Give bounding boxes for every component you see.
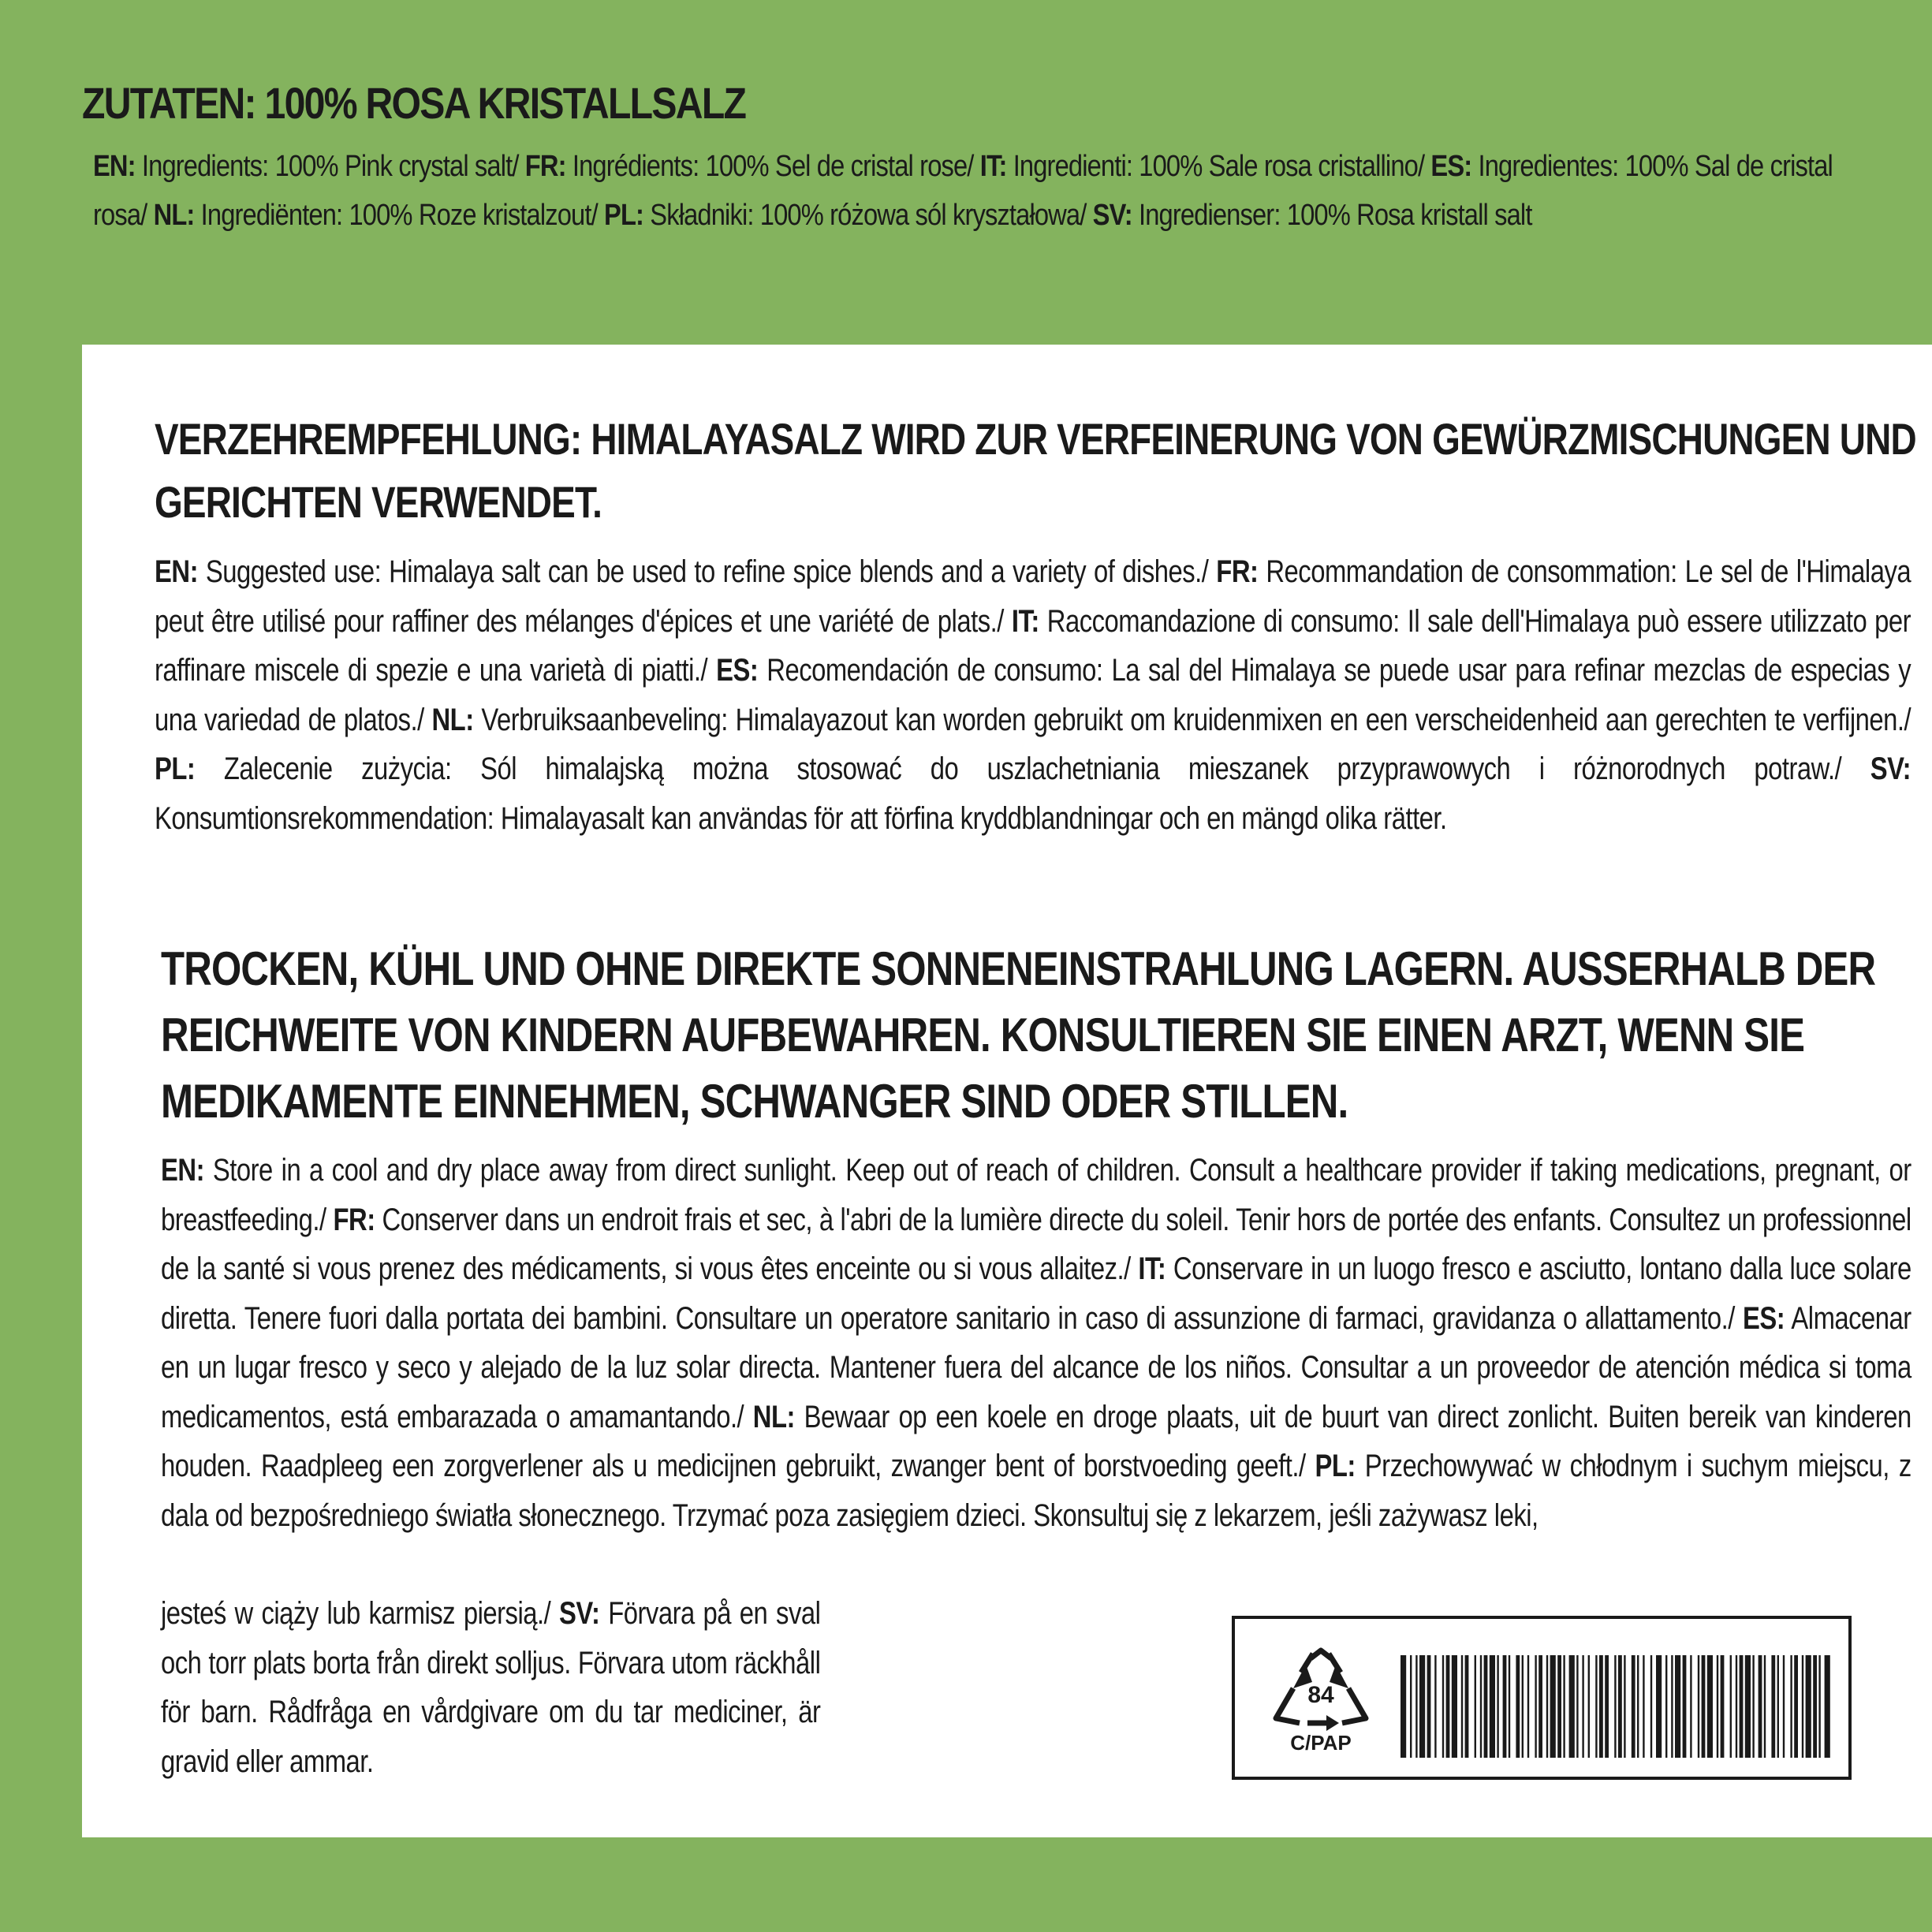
barcode-bar <box>1650 1655 1652 1758</box>
translation-text: Ingredients: 100% Pink crystal salt/ <box>135 150 525 183</box>
language-code: NL: <box>153 199 195 232</box>
barcode-bar <box>1401 1655 1406 1758</box>
barcode-bar <box>1452 1655 1457 1758</box>
barcode-icon <box>1401 1655 1830 1758</box>
storage-translations-continued <box>161 1589 820 1786</box>
barcode-bar <box>1717 1655 1718 1758</box>
barcode-bar <box>1643 1655 1644 1758</box>
translation-text: Ingrédients: 100% Sel de cristal rose/ <box>565 150 980 183</box>
language-code: EN: <box>161 1153 205 1188</box>
translation-text: Förvara på en sval och torr plats borta från direkt solljus. Förvara utom räckhåll för barn. Rådfråga en vårdgivare om du tar mediciner, är gravid eller ammar. <box>161 1596 821 1779</box>
barcode-bar <box>1818 1655 1820 1758</box>
barcode-bar <box>1582 1655 1583 1758</box>
translation-text: Verbruiksaanbeveling: Himalayazout kan worden gebruikt om kruidenmixen en een verscheidenheid aan gerechten te verfijnen./ <box>473 702 1911 737</box>
barcode-bar <box>1802 1655 1803 1758</box>
barcode-bar <box>1698 1655 1699 1758</box>
translation-text: Ingredientes: 100% Sal de cristal rosa/ <box>93 150 1833 232</box>
language-code: IT: <box>1138 1251 1166 1286</box>
barcode-bar <box>1632 1655 1635 1758</box>
barcode-bar <box>1721 1655 1725 1758</box>
ingredients-section <box>82 76 1856 240</box>
translation-text: Almacenar en un lugar fresco y seco y alejado de la luz solar directa. Mantener fuera del alcance de los niños. Consultar a un proveedor de atención médica si toma medicamentos, está embarazada o amamantando./ <box>161 1300 1911 1434</box>
barcode-bar <box>1576 1655 1578 1758</box>
barcode-bar <box>1806 1655 1811 1758</box>
barcode-bar <box>1759 1655 1762 1758</box>
barcode-bar <box>1442 1655 1444 1758</box>
recycle-material: C/PAP <box>1290 1731 1352 1755</box>
language-code: PL: <box>155 752 196 786</box>
translation-text: Ingrediënten: 100% Roze kristalzout/ <box>194 199 605 232</box>
barcode-bar <box>1671 1655 1673 1758</box>
barcode-bar <box>1569 1655 1575 1758</box>
barcode-bar <box>1461 1655 1463 1758</box>
barcode-bar <box>1825 1655 1830 1758</box>
translation-text: jesteś w ciąży lub karmisz piersią./ <box>161 1596 560 1631</box>
barcode-bar <box>1516 1655 1520 1758</box>
packaging-info-box <box>1232 1616 1852 1780</box>
barcode-bar <box>1410 1655 1412 1758</box>
barcode-bar <box>1415 1655 1417 1758</box>
language-code: SV: <box>559 1596 600 1631</box>
language-code: EN: <box>155 554 199 589</box>
language-code: IT: <box>979 150 1007 183</box>
translation-text: Raccomandazione di consumo: Il sale dell'Himalaya può essere utilizzato per raffinare miscele di spezie e una varietà di piatti./ <box>155 603 1911 688</box>
barcode-bar <box>1509 1655 1510 1758</box>
language-code: EN: <box>93 150 136 183</box>
language-code: NL: <box>431 702 474 737</box>
barcode-bar <box>1595 1655 1597 1758</box>
barcode-bar <box>1740 1655 1744 1758</box>
language-code: IT: <box>1011 603 1039 639</box>
recycling-triangle-icon <box>1270 1647 1372 1758</box>
barcode-bar <box>1777 1655 1779 1758</box>
translation-text: Recommandation de consommation: Le sel de l'Himalaya peut être utilisé pour raffiner des mélanges d'épices et une variété de plats./ <box>155 554 1911 639</box>
ingredients-title: ZUTATEN: 100% ROSA KRISTALLSALZ <box>82 78 746 128</box>
barcode-bar <box>1490 1655 1495 1758</box>
barcode-bar <box>1535 1655 1536 1758</box>
barcode-bar <box>1557 1655 1561 1758</box>
barcode-bar <box>1484 1655 1488 1758</box>
barcode-bar <box>1546 1655 1548 1758</box>
usage-translations <box>155 547 1911 843</box>
barcode-bar <box>1419 1655 1425 1758</box>
barcode-bar <box>1813 1655 1817 1758</box>
translation-text: Ingredienti: 100% Sale rosa cristallino/ <box>1006 150 1431 183</box>
barcode-bar <box>1465 1655 1469 1758</box>
barcode-bar <box>1736 1655 1737 1758</box>
barcode-bar <box>1783 1655 1785 1758</box>
barcode-bar <box>1745 1655 1751 1758</box>
barcode-bar <box>1690 1655 1691 1758</box>
translation-text: Konsumtionsrekommendation: Himalayasalt kan användas för att förfina kryddblandningar och en mängd olika rätter. <box>155 800 1447 836</box>
usage-heading: VERZEHREMPFEHLUNG: HIMALAYASALZ WIRD ZUR VERFEINERUNG VON GEWÜRZMISCHUNGEN UND GERICHTEN VERWENDET. <box>155 414 1916 527</box>
barcode-bar <box>1771 1655 1775 1758</box>
storage-heading: TROCKEN, KÜHL UND OHNE DIREKTE SONNENEINSTRAHLUNG LAGERN. AUSSERHALB DER REICHWEITE VON KINDERN AUFBEWAHREN. KONSULTIEREN SIE EINEN ARZT, WENN SIE MEDIKAMENTE EINNEHMEN, SCHWANGER SIND ODER STILLEN. <box>161 942 1876 1128</box>
barcode-bar <box>1550 1655 1556 1758</box>
translation-text: Store in a cool and dry place away from direct sunlight. Keep out of reach of children. Consult a healthcare provider if taking medications, pregnant, or breastfeeding./ <box>161 1153 1911 1237</box>
barcode-bar <box>1730 1655 1732 1758</box>
barcode-bar <box>1539 1655 1542 1758</box>
content-panel <box>82 345 1932 1837</box>
barcode-bar <box>1480 1655 1482 1758</box>
barcode-bar <box>1427 1655 1431 1758</box>
language-code: PL: <box>604 199 644 232</box>
barcode-bar <box>1752 1655 1754 1758</box>
ingredients-translations <box>93 142 1843 240</box>
translation-text: Suggested use: Himalaya salt can be used to refine spice blends and a variety of dishes./ <box>198 554 1217 589</box>
barcode-bar <box>1563 1655 1565 1758</box>
barcode-bar <box>1790 1655 1792 1758</box>
recycle-code: 84 <box>1307 1682 1334 1708</box>
barcode-bar <box>1497 1655 1498 1758</box>
translation-text: Recomendación de consumo: La sal del Himalaya se puede usar para refinar mezclas de especias y una variedad de platos./ <box>155 653 1911 737</box>
barcode-bar <box>1618 1655 1622 1758</box>
barcode-bar <box>1656 1655 1662 1758</box>
translation-text: Przechowywać w chłodnym i suchym miejscu, z dala od bezpośredniego światła słonecznego. Trzymać poza zasięgiem dzieci. Skonsultuj się z lekarzem, jeśli zażywasz leki, <box>161 1449 1911 1533</box>
barcode-bar <box>1624 1655 1625 1758</box>
language-code: PL: <box>1315 1449 1356 1483</box>
barcode-bar <box>1637 1655 1639 1758</box>
barcode-bar <box>1503 1655 1507 1758</box>
barcode-bar <box>1605 1655 1609 1758</box>
language-code: SV: <box>1092 199 1132 232</box>
translation-text: Składniki: 100% różowa sól kryształowa/ <box>643 199 1093 232</box>
translation-text: Conserver dans un endroit frais et sec, à l'abri de la lumière directe du soleil. Tenir hors de portée des enfants. Consultez un professionnel de la santé si vous prenez des médicaments, si vous êtes enceinte ou si vous allaitez./ <box>161 1202 1911 1286</box>
barcode-bar <box>1665 1655 1667 1758</box>
barcode-bar <box>1522 1655 1524 1758</box>
language-code: FR: <box>1216 554 1259 589</box>
barcode-bar <box>1614 1655 1616 1758</box>
translation-text: Zalecenie zużycia: Sól himalajską można stosować do uszlachetniania mieszanek przyprawowych i różnorodnych potraw./ <box>195 752 1870 786</box>
barcode-bar <box>1446 1655 1450 1758</box>
language-code: ES: <box>1742 1300 1785 1336</box>
barcode-bar <box>1588 1655 1590 1758</box>
translation-text: Ingredienser: 100% Rosa kristall salt <box>1132 199 1532 232</box>
barcode-bar <box>1702 1655 1706 1758</box>
language-code: ES: <box>716 653 759 688</box>
barcode-bar <box>1475 1655 1476 1758</box>
translation-text: Bewaar op een koele en droge plaats, uit de buurt van direct zonlicht. Buiten bereik van kinderen houden. Raadpleeg een zorgverlener als u medicijnen gebruikt, zwanger bent of borstvoeding geeft./ <box>161 1399 1911 1483</box>
language-code: ES: <box>1430 150 1472 183</box>
barcode-bar <box>1764 1655 1766 1758</box>
barcode-bar <box>1683 1655 1687 1758</box>
language-code: FR: <box>524 150 566 183</box>
language-code: SV: <box>1870 752 1911 786</box>
barcode-bar <box>1599 1655 1603 1758</box>
barcode-bar <box>1707 1655 1713 1758</box>
language-code: NL: <box>752 1399 795 1434</box>
translation-text: Conservare in un luogo fresco e asciutto, lontano dalla luce solare diretta. Tenere fuori dalla portata dei bambini. Consultare un operatore sanitario in caso di assunzione di farmaci, gravidanza o allattamento./ <box>161 1251 1911 1336</box>
barcode-bar <box>1527 1655 1529 1758</box>
storage-translations <box>161 1146 1911 1540</box>
barcode-bar <box>1794 1655 1798 1758</box>
barcode-bar <box>1675 1655 1680 1758</box>
barcode-bar <box>1434 1655 1436 1758</box>
language-code: FR: <box>333 1202 375 1237</box>
